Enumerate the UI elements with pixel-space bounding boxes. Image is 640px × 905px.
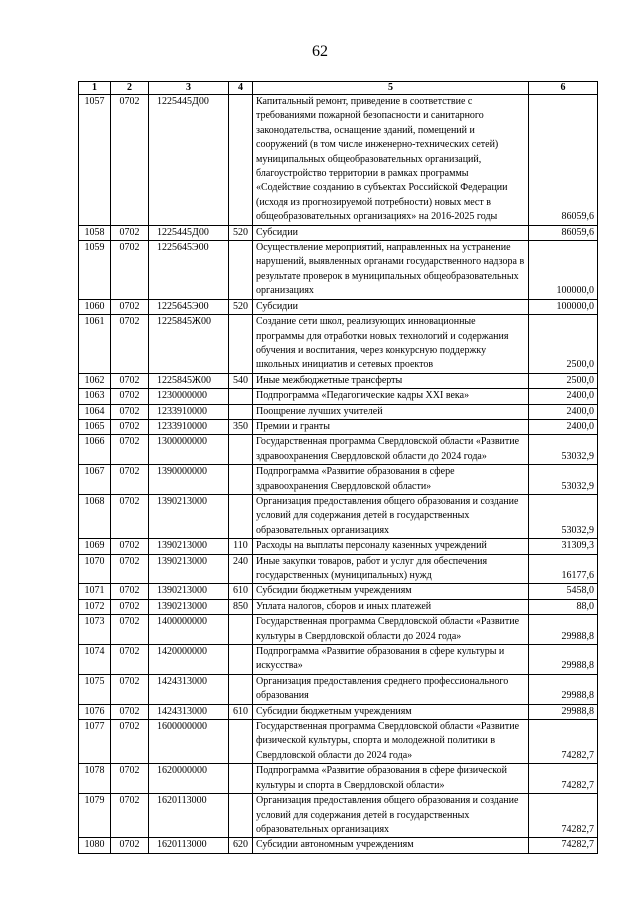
target-article-code: 1225445Д00 bbox=[149, 225, 229, 240]
item-name: Иные закупки товаров, работ и услуг для обеспечения государственных (муниципальных) нужд bbox=[253, 554, 529, 584]
item-name: Государственная программа Свердловской области «Развитие культуры в Свердловской области до 2024 года» bbox=[253, 615, 529, 645]
row-number: 1064 bbox=[79, 404, 111, 419]
table-row bbox=[79, 419, 598, 434]
section-code: 0702 bbox=[111, 373, 149, 388]
row-number: 1060 bbox=[79, 299, 111, 314]
section-code: 0702 bbox=[111, 554, 149, 584]
row-number: 1068 bbox=[79, 494, 111, 538]
expense-type-code: 610 bbox=[229, 704, 253, 719]
section-code: 0702 bbox=[111, 704, 149, 719]
table-row bbox=[79, 404, 598, 419]
row-number: 1072 bbox=[79, 599, 111, 614]
header-row bbox=[79, 82, 598, 95]
row-number: 1078 bbox=[79, 764, 111, 794]
expense-type-code: 350 bbox=[229, 419, 253, 434]
target-article-code: 1620113000 bbox=[149, 794, 229, 838]
row-number: 1062 bbox=[79, 373, 111, 388]
expense-type-code: 110 bbox=[229, 539, 253, 554]
expense-type-code: 610 bbox=[229, 584, 253, 599]
item-amount: 16177,6 bbox=[529, 554, 598, 584]
target-article-code: 1620000000 bbox=[149, 764, 229, 794]
section-code: 0702 bbox=[111, 674, 149, 704]
header-cell-4: 4 bbox=[229, 82, 253, 95]
budget-table bbox=[78, 81, 598, 854]
section-code: 0702 bbox=[111, 764, 149, 794]
section-code: 0702 bbox=[111, 419, 149, 434]
section-code: 0702 bbox=[111, 838, 149, 853]
section-code: 0702 bbox=[111, 241, 149, 300]
item-amount: 100000,0 bbox=[529, 241, 598, 300]
target-article-code: 1424313000 bbox=[149, 704, 229, 719]
table-body bbox=[79, 95, 598, 854]
expense-type-code bbox=[229, 764, 253, 794]
expense-type-code: 520 bbox=[229, 225, 253, 240]
target-article-code: 1390213000 bbox=[149, 599, 229, 614]
item-amount: 74282,7 bbox=[529, 720, 598, 764]
item-amount: 29988,8 bbox=[529, 674, 598, 704]
item-name: Субсидии автономным учреждениям bbox=[253, 838, 529, 853]
table-row bbox=[79, 539, 598, 554]
section-code: 0702 bbox=[111, 435, 149, 465]
table-row bbox=[79, 299, 598, 314]
item-amount: 2500,0 bbox=[529, 373, 598, 388]
table-row bbox=[79, 373, 598, 388]
row-number: 1065 bbox=[79, 419, 111, 434]
table-row bbox=[79, 838, 598, 853]
item-name: Субсидии bbox=[253, 299, 529, 314]
section-code: 0702 bbox=[111, 584, 149, 599]
target-article-code: 1233910000 bbox=[149, 404, 229, 419]
table-row bbox=[79, 494, 598, 538]
target-article-code: 1390000000 bbox=[149, 465, 229, 495]
item-amount: 53032,9 bbox=[529, 435, 598, 465]
item-amount: 2400,0 bbox=[529, 419, 598, 434]
target-article-code: 1390213000 bbox=[149, 584, 229, 599]
header-cell-5: 5 bbox=[253, 82, 529, 95]
item-name: Организация предоставления среднего профессионального образования bbox=[253, 674, 529, 704]
section-code: 0702 bbox=[111, 404, 149, 419]
item-name: Осуществление мероприятий, направленных на устранение нарушений, выявленных органами государственного надзора в результате проверок в муниципальных общеобразовательных организациях bbox=[253, 241, 529, 300]
expense-type-code bbox=[229, 720, 253, 764]
item-amount: 2500,0 bbox=[529, 315, 598, 374]
row-number: 1066 bbox=[79, 435, 111, 465]
target-article-code: 1390213000 bbox=[149, 539, 229, 554]
row-number: 1067 bbox=[79, 465, 111, 495]
target-article-code: 1300000000 bbox=[149, 435, 229, 465]
target-article-code: 1233910000 bbox=[149, 419, 229, 434]
row-number: 1077 bbox=[79, 720, 111, 764]
target-article-code: 1225645Э00 bbox=[149, 241, 229, 300]
target-article-code: 1620113000 bbox=[149, 838, 229, 853]
item-name: Подпрограмма «Развитие образования в сфере культуры и искусства» bbox=[253, 645, 529, 675]
section-code: 0702 bbox=[111, 615, 149, 645]
item-amount: 2400,0 bbox=[529, 404, 598, 419]
expense-type-code: 520 bbox=[229, 299, 253, 314]
row-number: 1080 bbox=[79, 838, 111, 853]
item-amount: 100000,0 bbox=[529, 299, 598, 314]
item-name: Подпрограмма «Развитие образования в сфере здравоохранения Свердловской области» bbox=[253, 465, 529, 495]
target-article-code: 1225845Ж00 bbox=[149, 373, 229, 388]
item-name: Субсидии бюджетным учреждениям bbox=[253, 704, 529, 719]
item-name: Государственная программа Свердловской области «Развитие физической культуры, спорта и молодежной политики в Свердловской области до 2024 года» bbox=[253, 720, 529, 764]
section-code: 0702 bbox=[111, 539, 149, 554]
expense-type-code bbox=[229, 389, 253, 404]
expense-type-code: 850 bbox=[229, 599, 253, 614]
item-amount: 86059,6 bbox=[529, 225, 598, 240]
expense-type-code bbox=[229, 95, 253, 226]
item-name: Уплата налогов, сборов и иных платежей bbox=[253, 599, 529, 614]
item-name: Субсидии bbox=[253, 225, 529, 240]
section-code: 0702 bbox=[111, 389, 149, 404]
table-row bbox=[79, 554, 598, 584]
target-article-code: 1424313000 bbox=[149, 674, 229, 704]
item-name: Подпрограмма «Развитие образования в сфере физической культуры и спорта в Свердловской области» bbox=[253, 764, 529, 794]
target-article-code: 1225645Э00 bbox=[149, 299, 229, 314]
expense-type-code bbox=[229, 315, 253, 374]
table-row bbox=[79, 674, 598, 704]
row-number: 1069 bbox=[79, 539, 111, 554]
expense-type-code bbox=[229, 404, 253, 419]
item-amount: 53032,9 bbox=[529, 494, 598, 538]
table-row bbox=[79, 704, 598, 719]
item-name: Премии и гранты bbox=[253, 419, 529, 434]
expense-type-code bbox=[229, 494, 253, 538]
row-number: 1079 bbox=[79, 794, 111, 838]
row-number: 1074 bbox=[79, 645, 111, 675]
item-amount: 88,0 bbox=[529, 599, 598, 614]
item-amount: 74282,7 bbox=[529, 794, 598, 838]
item-name: Подпрограмма «Педагогические кадры XXI века» bbox=[253, 389, 529, 404]
expense-type-code bbox=[229, 794, 253, 838]
item-amount: 74282,7 bbox=[529, 764, 598, 794]
item-name: Организация предоставления общего образования и создание условий для содержания детей в государственных образовательных организациях bbox=[253, 794, 529, 838]
expense-type-code: 540 bbox=[229, 373, 253, 388]
item-amount: 5458,0 bbox=[529, 584, 598, 599]
expense-type-code bbox=[229, 615, 253, 645]
item-amount: 2400,0 bbox=[529, 389, 598, 404]
table-row bbox=[79, 794, 598, 838]
table-row bbox=[79, 645, 598, 675]
item-name: Государственная программа Свердловской области «Развитие здравоохранения Свердловской области до 2024 года» bbox=[253, 435, 529, 465]
item-amount: 29988,8 bbox=[529, 704, 598, 719]
row-number: 1071 bbox=[79, 584, 111, 599]
item-name: Расходы на выплаты персоналу казенных учреждений bbox=[253, 539, 529, 554]
row-number: 1059 bbox=[79, 241, 111, 300]
expense-type-code bbox=[229, 435, 253, 465]
table-row bbox=[79, 720, 598, 764]
header-cell-2: 2 bbox=[111, 82, 149, 95]
target-article-code: 1600000000 bbox=[149, 720, 229, 764]
section-code: 0702 bbox=[111, 315, 149, 374]
section-code: 0702 bbox=[111, 225, 149, 240]
table-header bbox=[79, 82, 598, 95]
section-code: 0702 bbox=[111, 720, 149, 764]
table-row bbox=[79, 315, 598, 374]
target-article-code: 1225845Ж00 bbox=[149, 315, 229, 374]
target-article-code: 1390213000 bbox=[149, 494, 229, 538]
row-number: 1057 bbox=[79, 95, 111, 226]
header-cell-1: 1 bbox=[79, 82, 111, 95]
expense-type-code bbox=[229, 241, 253, 300]
expense-type-code: 240 bbox=[229, 554, 253, 584]
row-number: 1061 bbox=[79, 315, 111, 374]
table-row bbox=[79, 241, 598, 300]
item-name: Иные межбюджетные трансферты bbox=[253, 373, 529, 388]
section-code: 0702 bbox=[111, 299, 149, 314]
target-article-code: 1225445Д00 bbox=[149, 95, 229, 226]
item-amount: 29988,8 bbox=[529, 645, 598, 675]
expense-type-code: 620 bbox=[229, 838, 253, 853]
row-number: 1076 bbox=[79, 704, 111, 719]
page-number: 62 bbox=[312, 43, 328, 60]
item-amount: 86059,6 bbox=[529, 95, 598, 226]
target-article-code: 1230000000 bbox=[149, 389, 229, 404]
table-row bbox=[79, 615, 598, 645]
item-name: Организация предоставления общего образования и создание условий для содержания детей в государственных образовательных организациях bbox=[253, 494, 529, 538]
table-row bbox=[79, 389, 598, 404]
table-row bbox=[79, 95, 598, 226]
item-amount: 53032,9 bbox=[529, 465, 598, 495]
item-amount: 74282,7 bbox=[529, 838, 598, 853]
table-row bbox=[79, 465, 598, 495]
table-row bbox=[79, 599, 598, 614]
row-number: 1058 bbox=[79, 225, 111, 240]
section-code: 0702 bbox=[111, 794, 149, 838]
target-article-code: 1420000000 bbox=[149, 645, 229, 675]
section-code: 0702 bbox=[111, 599, 149, 614]
table-row bbox=[79, 764, 598, 794]
section-code: 0702 bbox=[111, 645, 149, 675]
table-row bbox=[79, 225, 598, 240]
section-code: 0702 bbox=[111, 465, 149, 495]
section-code: 0702 bbox=[111, 95, 149, 226]
table-row bbox=[79, 435, 598, 465]
item-name: Создание сети школ, реализующих инновационные программы для отработки новых технологий и содержания обучения и воспитания, через конкурсную поддержку школьных инициатив и сетевых проектов bbox=[253, 315, 529, 374]
expense-type-code bbox=[229, 645, 253, 675]
expense-type-code bbox=[229, 465, 253, 495]
section-code: 0702 bbox=[111, 494, 149, 538]
item-name: Поощрение лучших учителей bbox=[253, 404, 529, 419]
item-name: Субсидии бюджетным учреждениям bbox=[253, 584, 529, 599]
item-amount: 29988,8 bbox=[529, 615, 598, 645]
table-row bbox=[79, 584, 598, 599]
row-number: 1063 bbox=[79, 389, 111, 404]
row-number: 1070 bbox=[79, 554, 111, 584]
row-number: 1073 bbox=[79, 615, 111, 645]
item-name: Капитальный ремонт, приведение в соответствие с требованиями пожарной безопасности и санитарного законодательства, оснащение зданий, помещений и сооружений (в том числе инженерно-технических сетей) муниципальных общеобразовательных организаций, благоустройство территории в рамках программы «Содействие созданию в субъектах Российской Федерации (исходя из прогнозируемой потребности) новых мест в общеобразовательных организациях» на 2016-2025 годы bbox=[253, 95, 529, 226]
header-cell-6: 6 bbox=[529, 82, 598, 95]
item-amount: 31309,3 bbox=[529, 539, 598, 554]
row-number: 1075 bbox=[79, 674, 111, 704]
expense-type-code bbox=[229, 674, 253, 704]
header-cell-3: 3 bbox=[149, 82, 229, 95]
target-article-code: 1400000000 bbox=[149, 615, 229, 645]
target-article-code: 1390213000 bbox=[149, 554, 229, 584]
